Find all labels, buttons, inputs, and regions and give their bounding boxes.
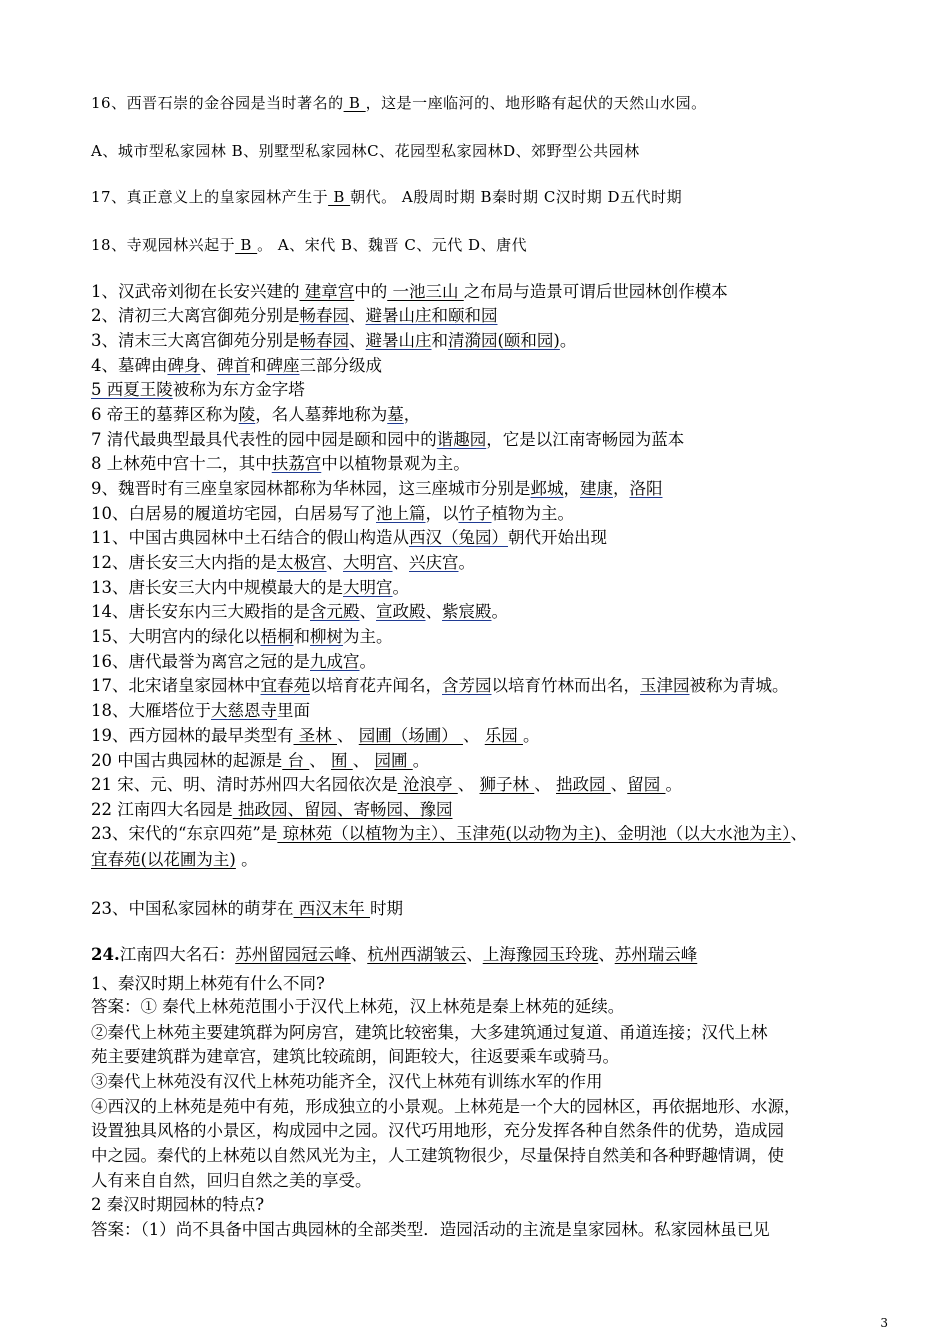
line-text: 被称为青城。 bbox=[689, 676, 789, 695]
answer-blank: 畅春园 bbox=[299, 306, 349, 325]
question-text: 17、真正意义上的皇家园林产生于 bbox=[91, 188, 329, 206]
line-text: 、 bbox=[350, 945, 368, 964]
line-text: 8 上林苑中宫十二，其中 bbox=[91, 454, 272, 473]
answer-blank: 和颐和园 bbox=[431, 306, 498, 325]
essay-answer-line: 人有来自自然，回归自然之美的享受。 bbox=[91, 1171, 372, 1190]
line-text: 11、中国古典园林中土石结合的假山构造从 bbox=[91, 528, 409, 547]
answer-blank: 避暑山庄 bbox=[365, 306, 432, 325]
answer-blank: 紫宸殿 bbox=[442, 602, 492, 621]
answer-blank: B bbox=[328, 188, 351, 206]
line-text: ，名人墓葬地称为 bbox=[255, 405, 388, 424]
question-text: 朝代。 A殷周时期 B秦时期 C汉时期 D五代时期 bbox=[350, 188, 683, 206]
answer-blank: 陵 bbox=[238, 405, 256, 424]
line-text: 14、唐长安东内三大殿指的是 bbox=[91, 602, 310, 621]
question-text: ，这是一座临河的、地形略有起伏的天然山水园。 bbox=[365, 94, 707, 112]
essay-answer-line: ④西汉的上林苑是苑中有苑，形成独立的小景观。上林苑是一个大的园林区，再依据地形、水源， bbox=[91, 1097, 801, 1116]
answer-blank: B bbox=[235, 236, 258, 254]
question-text: 。 A、宋代 B、魏晋 C、元代 D、唐代 bbox=[257, 236, 528, 254]
line-text: 。 bbox=[235, 850, 258, 869]
answer-blank: 留园 bbox=[627, 775, 666, 794]
line-text: 以培育竹林而出名， bbox=[491, 676, 640, 695]
question-17-line bbox=[91, 186, 891, 208]
line-text: 、 bbox=[392, 553, 409, 572]
answer-blank: 大明宫 bbox=[343, 578, 393, 597]
line-text: 、 bbox=[790, 824, 807, 843]
answer-blank: 碑座 bbox=[266, 356, 300, 375]
line-text: 、 bbox=[337, 726, 359, 745]
line-text: 和 bbox=[431, 331, 448, 350]
line-text: 3、清末三大离宫御苑分别是 bbox=[91, 331, 300, 350]
line-text: 、 bbox=[359, 602, 376, 621]
line-text: 、 bbox=[200, 356, 217, 375]
fill-in-line-l4 bbox=[91, 355, 891, 377]
fill-in-line-l17 bbox=[91, 675, 891, 697]
line-text: 。 bbox=[458, 553, 475, 572]
answer-blank: 大明宫 bbox=[343, 553, 393, 572]
line-text: 。 bbox=[392, 578, 409, 597]
line-text: 和 bbox=[250, 356, 267, 375]
line-text: 23、宋代的“东京四苑”是 bbox=[91, 824, 278, 843]
essay-answer-line: 答案：① 秦代上林苑范围小于汉代上林苑，汉上林苑是秦上林苑的延续。 bbox=[91, 997, 625, 1016]
line-text: 、 bbox=[463, 726, 485, 745]
fill-in-line-l6 bbox=[91, 404, 891, 426]
line-text: 19、西方园林的最早类型有 bbox=[91, 726, 294, 745]
line-text: 和 bbox=[293, 627, 310, 646]
question-16-options bbox=[91, 140, 891, 162]
line-text: 。 bbox=[523, 726, 540, 745]
answer-blank: 避暑山庄 bbox=[365, 331, 432, 350]
answer-blank: 琼林苑（以植物为主）、玉津苑(以动物为主)、金明池（以大水池为主） bbox=[277, 824, 791, 843]
fill-in-line-l15 bbox=[91, 626, 891, 648]
answer-blank: 墓 bbox=[387, 405, 404, 424]
answer-blank: 池上篇 bbox=[376, 504, 426, 523]
answer-blank: 园圃 bbox=[374, 751, 413, 770]
answer-blank: 宣政殿 bbox=[376, 602, 426, 621]
line-text: 三部分级成 bbox=[299, 356, 382, 375]
line-text: 、 bbox=[349, 306, 366, 325]
options-text: A、城市型私家园林 B、别墅型私家园林C、花园型私家园林D、郊野型公共园林 bbox=[91, 142, 640, 160]
answer-blank: 含元殿 bbox=[310, 602, 360, 621]
answer-blank: 玉津园 bbox=[640, 676, 690, 695]
line-text: ， bbox=[403, 405, 421, 424]
fill-in-line-l22 bbox=[91, 799, 891, 821]
question-16-line bbox=[91, 92, 891, 114]
essay-answer-line: 答案：（1）尚不具备中国古典园林的全部类型．造园活动的主流是皇家园林。私家园林虽已见 bbox=[91, 1220, 770, 1239]
essay-question-1: 1、秦汉时期上林苑有什么不同? bbox=[91, 974, 325, 993]
answer-blank: 扶荔宫 bbox=[271, 454, 322, 473]
line-text: 之布局与造景可谓后世园林创作模本 bbox=[463, 282, 728, 301]
answer-blank: 碑首 bbox=[217, 356, 250, 375]
answer-blank: 建章宫 bbox=[299, 282, 355, 301]
answer-blank: 邺城 bbox=[530, 479, 564, 498]
line-text: 、 bbox=[425, 602, 442, 621]
fill-in-line-l9 bbox=[91, 478, 891, 500]
fill-in-line-l1 bbox=[91, 281, 891, 303]
fill-in-line-l18 bbox=[91, 700, 891, 722]
line-text: 被称为东方金字塔 bbox=[172, 380, 305, 399]
essay-answer-line: 苑主要建筑群为建章宫，建筑比较疏朗，间距较大，往返要乘车或骑马。 bbox=[91, 1047, 619, 1066]
fill-in-line-l11 bbox=[91, 527, 891, 549]
line-text: 里面 bbox=[277, 701, 310, 720]
fill-in-line-l7 bbox=[91, 429, 891, 451]
answer-blank: 大慈恩寺 bbox=[211, 701, 277, 720]
line-text: 4、墓碑由 bbox=[91, 356, 168, 375]
answer-blank: 园圃（场圃） bbox=[358, 726, 463, 745]
line-text: 24. bbox=[91, 945, 120, 964]
line-text: 、 bbox=[349, 331, 366, 350]
answer-blank: 谐趣园 bbox=[436, 430, 487, 449]
answer-blank: 清漪园(颐和园) bbox=[448, 331, 560, 350]
answer-blank: 畅春园 bbox=[299, 331, 349, 350]
answer-blank: 上海豫园玉玲珑 bbox=[482, 945, 599, 964]
fill-in-line-l12 bbox=[91, 552, 891, 574]
answer-blank: 西汉（兔园） bbox=[409, 528, 508, 547]
line-text: 为主。 bbox=[343, 627, 393, 646]
line-text: 21 宋、元、明、清时苏州四大名园依次是 bbox=[91, 775, 398, 794]
essay-answer-line: 设置独具风格的小景区，构成园中之园。汉代巧用地形，充分发挥各种自然条件的优势，造成园 bbox=[91, 1121, 784, 1140]
line-text: 时期 bbox=[370, 899, 403, 918]
line-text: 。 bbox=[491, 602, 508, 621]
answer-blank: 拙政园、留园、寄畅园、豫园 bbox=[232, 800, 453, 819]
line-text: 22 江南四大名园是 bbox=[91, 800, 233, 819]
line-text: 中的 bbox=[354, 282, 388, 301]
fill-in-line-l23b bbox=[91, 849, 891, 871]
fill-in-line-l2 bbox=[91, 305, 891, 327]
essay-question-2: 2 秦汉时期园林的特点? bbox=[91, 1195, 265, 1214]
line-text: 、 bbox=[309, 751, 331, 770]
question-18-line bbox=[91, 234, 891, 256]
line-text: 6 帝王的墓葬区称为 bbox=[91, 405, 239, 424]
line-text: 朝代开始出现 bbox=[508, 528, 607, 547]
fill-in-line-l8 bbox=[91, 453, 891, 475]
answer-blank: 杭州西湖皱云 bbox=[367, 945, 467, 964]
answer-blank: 竹子 bbox=[458, 504, 492, 523]
line-text: 、 bbox=[610, 775, 628, 794]
line-text: 18、大雁塔位于 bbox=[91, 701, 211, 720]
line-text: 、 bbox=[352, 751, 375, 770]
answer-blank: 宜春苑(以花圃为主) bbox=[91, 850, 236, 869]
answer-blank: 兴庆宫 bbox=[409, 553, 459, 572]
fill-in-line-l5 bbox=[91, 379, 891, 401]
answer-blank: 狮子林 bbox=[479, 775, 535, 794]
answer-blank: 台 bbox=[282, 751, 310, 770]
line-text: 、 bbox=[326, 553, 343, 572]
answer-blank: 沧浪亭 bbox=[397, 775, 458, 794]
line-text: 、 bbox=[457, 775, 480, 794]
answer-blank: 苏州瑞云峰 bbox=[614, 945, 698, 964]
answer-blank: 九成宫 bbox=[310, 652, 360, 671]
line-text: 植物为主。 bbox=[491, 504, 574, 523]
answer-blank: 梧桐 bbox=[260, 627, 294, 646]
line-text: 2、清初三大离宫御苑分别是 bbox=[91, 306, 300, 325]
fill-in-line-l3 bbox=[91, 330, 891, 352]
answer-blank: 太极宫 bbox=[277, 553, 327, 572]
fill-in-line-l16 bbox=[91, 651, 891, 673]
line-text: 。 bbox=[665, 775, 682, 794]
line-text: 13、唐长安三大内中规模最大的是 bbox=[91, 578, 343, 597]
line-text: 9、魏晋时有三座皇家园林都称为华林园，这三座城市分别是 bbox=[91, 479, 531, 498]
fill-in-line-l19 bbox=[91, 725, 891, 747]
line-text: 、 bbox=[534, 775, 556, 794]
line-text: ， bbox=[563, 479, 580, 498]
line-text: 7 清代最典型最具代表性的园中园是颐和园中的 bbox=[91, 430, 437, 449]
question-text: 16、西晋石崇的金谷园是当时著名的 bbox=[91, 94, 344, 112]
answer-blank: 乐园 bbox=[484, 726, 523, 745]
line-text: ，它是以江南寄畅园为蓝本 bbox=[486, 430, 685, 449]
answer-blank: 圣林 bbox=[293, 726, 337, 745]
line-text: ， bbox=[613, 479, 630, 498]
answer-blank: 洛阳 bbox=[629, 479, 663, 498]
line-text: ，以 bbox=[425, 504, 459, 523]
fill-in-line-l23a bbox=[91, 823, 891, 845]
line-text: 1、汉武帝刘彻在长安兴建的 bbox=[91, 282, 300, 301]
answer-blank: 苏州留园冠云峰 bbox=[235, 945, 351, 964]
line-text: 20 中国古典园林的起源是 bbox=[91, 751, 283, 770]
answer-blank: 西汉末年 bbox=[293, 899, 370, 918]
answer-blank: 囿 bbox=[331, 751, 353, 770]
answer-blank: 拙政园 bbox=[556, 775, 611, 794]
fill-in-line-l14 bbox=[91, 601, 891, 623]
line-text: 10、白居易的履道坊宅园，白居易写了 bbox=[91, 504, 376, 523]
line-text: 江南四大名石： bbox=[119, 945, 236, 964]
essay-answer-line: 中之园。秦代的上林苑以自然风光为主，人工建筑物很少，尽量保持自然美和各种野趣情调，使 bbox=[91, 1146, 784, 1165]
fill-in-line-l24 bbox=[91, 944, 891, 966]
line-text: 中以植物景观为主。 bbox=[321, 454, 470, 473]
page-number: 3 bbox=[880, 1316, 888, 1330]
fill-in-line-l23c bbox=[91, 898, 891, 920]
line-text: 。 bbox=[359, 652, 376, 671]
essay-answer-line: ③秦代上林苑没有汉代上林苑功能齐全，汉代上林苑有训练水军的作用 bbox=[91, 1072, 603, 1091]
line-text: 、 bbox=[466, 945, 483, 964]
answer-blank: 含芳园 bbox=[442, 676, 492, 695]
line-text: 16、唐代最誉为离宫之冠的是 bbox=[91, 652, 310, 671]
line-text: 、 bbox=[598, 945, 615, 964]
fill-in-line-l20 bbox=[91, 750, 891, 772]
line-text: 17、北宋诸皇家园林中 bbox=[91, 676, 261, 695]
answer-blank: 一池三山 bbox=[387, 282, 464, 301]
line-text: 23、中国私家园林的萌芽在 bbox=[91, 899, 294, 918]
fill-in-line-l10 bbox=[91, 503, 891, 525]
line-text: 15、大明宫内的绿化以 bbox=[91, 627, 261, 646]
answer-blank: 宜春苑 bbox=[260, 676, 310, 695]
line-text: 12、唐长安三大内指的是 bbox=[91, 553, 277, 572]
line-text: 。 bbox=[559, 331, 577, 350]
answer-blank: 建康 bbox=[580, 479, 613, 498]
fill-in-line-l21 bbox=[91, 774, 891, 796]
question-text: 18、寺观园林兴起于 bbox=[91, 236, 236, 254]
essay-answer-line: ②秦代上林苑主要建筑群为阿房宫，建筑比较密集，大多建筑通过复道、甬道连接；汉代上林 bbox=[91, 1023, 768, 1042]
answer-blank: 柳树 bbox=[310, 627, 343, 646]
answer-blank: 碑身 bbox=[167, 356, 201, 375]
line-text: 。 bbox=[412, 751, 430, 770]
fill-in-line-l13 bbox=[91, 577, 891, 599]
answer-blank: B bbox=[343, 94, 366, 112]
line-text: 以培育花卉闻名， bbox=[310, 676, 442, 695]
answer-blank: 5 西夏王陵 bbox=[91, 380, 173, 399]
